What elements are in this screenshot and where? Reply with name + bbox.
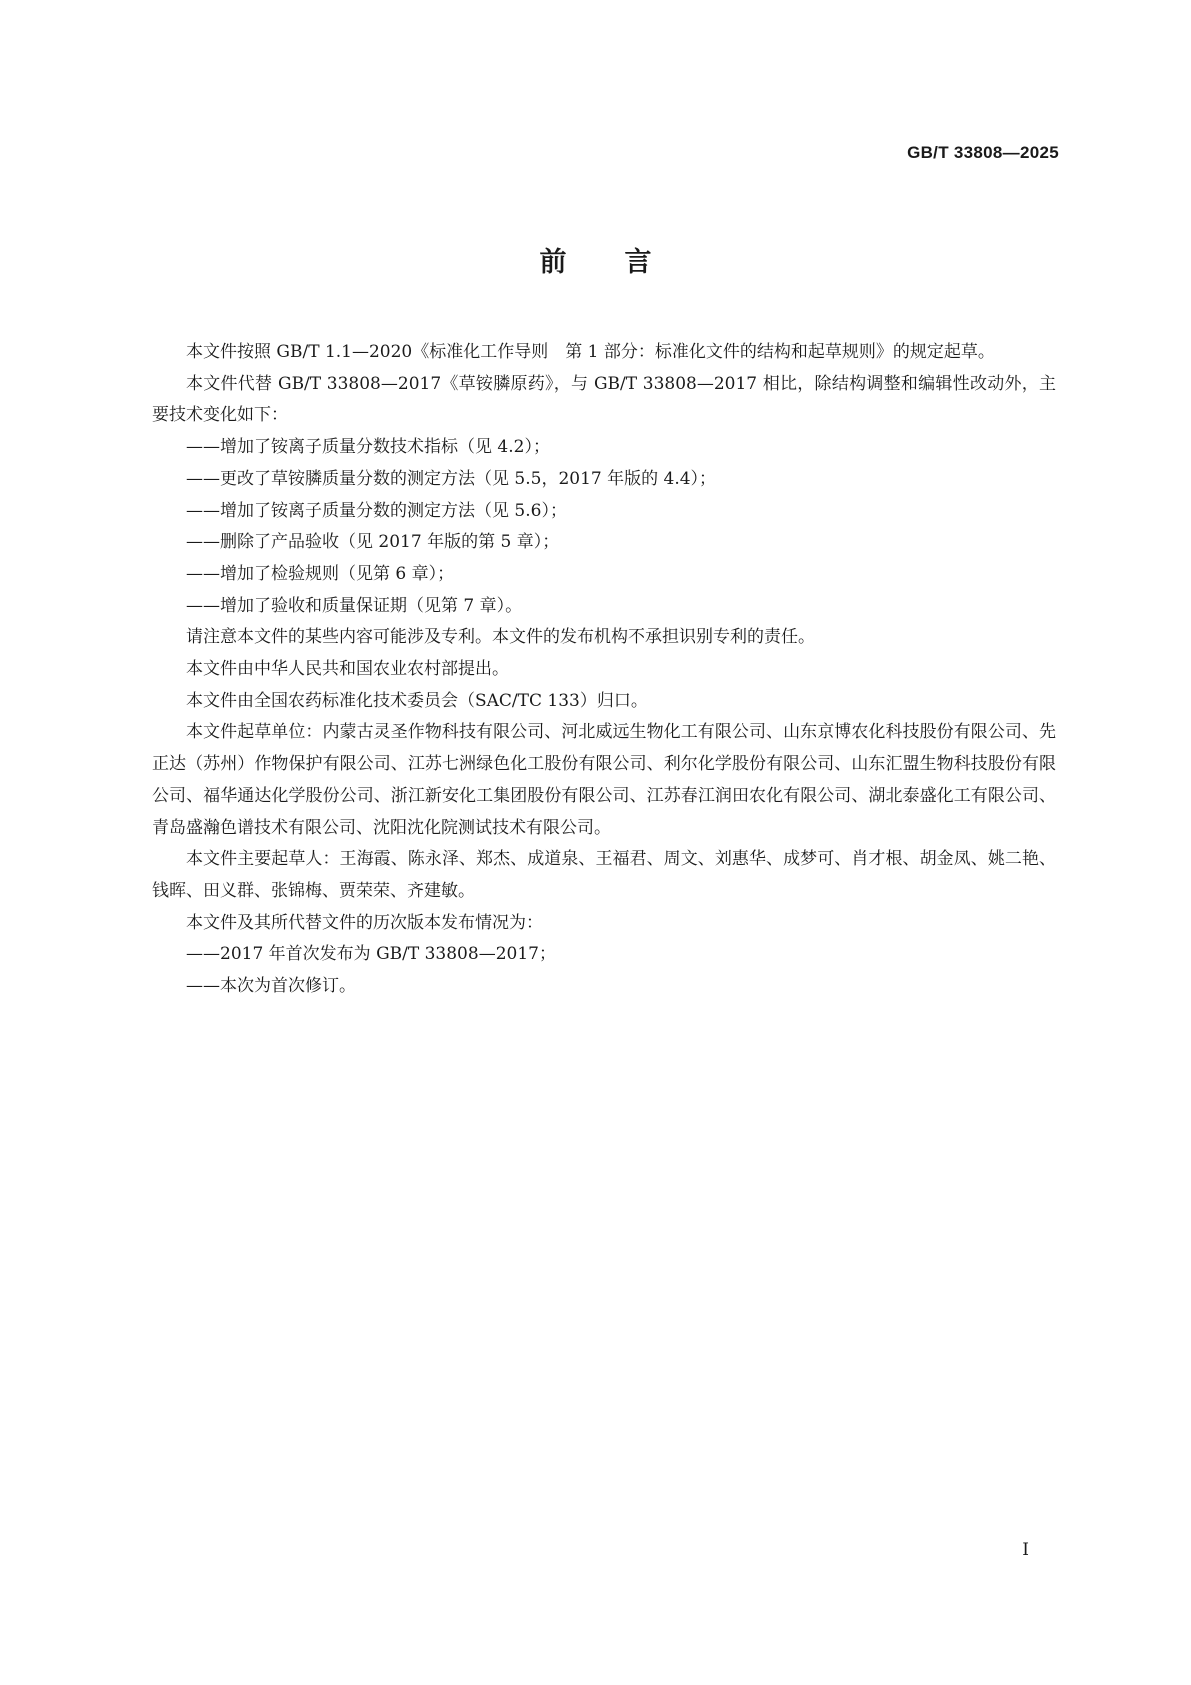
page-title: 前言	[539, 247, 710, 278]
history-item: ——本次为首次修订。	[186, 976, 356, 997]
page-number: I	[1022, 1540, 1029, 1560]
foreword-body	[152, 337, 1056, 1003]
document-number: GB/T 33808—2025	[907, 143, 1059, 162]
change-item: ——增加了铵离子质量分数的测定方法（见 5.6）；	[186, 500, 567, 521]
paragraph-drafting-units: 本文件起草单位：内蒙古灵圣作物科技有限公司、河北威远生物化工有限公司、山东京博农化科技股份有限公司、先正达（苏州）作物保护有限公司、江苏七洲绿色化工股份有限公司、利尔化学股份有限公司、山东汇盟生物科技股份有限公司、福华通达化学股份公司、浙江新安化工集团股份有限公司、江苏春江润田农化有限公司、湖北泰盛化工有限公司、青岛盛瀚色谱技术有限公司、沈阳沈化院测试技术有限公司。	[152, 722, 1056, 838]
change-item: ——增加了验收和质量保证期（见第 7 章）。	[186, 595, 523, 616]
change-item: ——增加了铵离子质量分数技术指标（见 4.2）；	[186, 437, 550, 458]
paragraph-drafting-rules: 本文件按照 GB/T 1.1—2020《标准化工作导则 第 1 部分：标准化文件的结构和起草规则》的规定起草。	[186, 342, 995, 362]
paragraph-patent-notice: 请注意本文件的某些内容可能涉及专利。本文件的发布机构不承担识别专利的责任。	[186, 627, 815, 648]
change-item: ——更改了草铵膦质量分数的测定方法（见 5.5，2017 年版的 4.4）；	[186, 468, 717, 489]
history-item: ——2017 年首次发布为 GB/T 33808—2017；	[186, 944, 556, 965]
paragraph-drafters: 本文件主要起草人：王海霞、陈永泽、郑杰、成道泉、王福君、周文、刘惠华、成梦可、肖才根、胡金凤、姚二艳、钱晖、田义群、张锦梅、贾荣荣、齐建敏。	[152, 849, 1056, 901]
change-item: ——删除了产品验收（见 2017 年版的第 5 章）；	[186, 532, 560, 553]
paragraph-history-intro: 本文件及其所代替文件的历次版本发布情况为：	[186, 912, 543, 933]
paragraph-proposer: 本文件由中华人民共和国农业农村部提出。	[186, 659, 509, 680]
paragraph-replacement: 本文件代替 GB/T 33808—2017《草铵膦原药》，与 GB/T 33808—2017 相比，除结构调整和编辑性改动外，主要技术变化如下：	[152, 373, 1056, 426]
change-item: ——增加了检验规则（见第 6 章）；	[186, 563, 455, 584]
paragraph-committee: 本文件由全国农药标准化技术委员会（SAC/TC 133）归口。	[186, 690, 648, 711]
